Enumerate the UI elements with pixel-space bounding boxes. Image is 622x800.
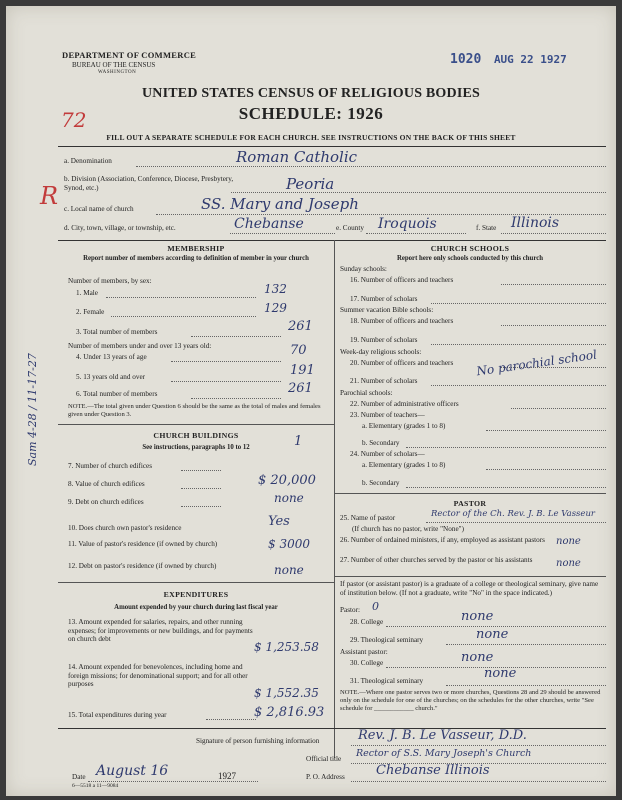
- q24b-label: b. Secondary: [362, 479, 400, 487]
- q19-label: 19. Number of scholars: [350, 336, 418, 344]
- q28-label: 28. College: [350, 618, 384, 626]
- members-by-age-label: Number of members under and over 13 years old:: [68, 342, 212, 350]
- buildings-divider: [58, 582, 334, 583]
- buildings-heading: CHURCH BUILDINGS: [153, 431, 239, 440]
- pastor-heading: PASTOR: [453, 499, 487, 508]
- local-name-value: SS. Mary and Joseph: [201, 195, 359, 213]
- stamp-date: AUG 22 1927: [493, 53, 567, 66]
- pastor-divider: [334, 576, 606, 577]
- members-by-sex-label: Number of members, by sex:: [68, 277, 152, 285]
- q2-label: 2. Female: [76, 308, 105, 316]
- q23b-label: b. Secondary: [362, 439, 400, 447]
- date-value: August 16: [96, 763, 169, 779]
- q15-label: 15. Total expenditures during year: [68, 711, 167, 719]
- document-title: UNITED STATES CENSUS OF RELIGIOUS BODIES: [141, 86, 480, 101]
- census-schedule-sheet: [6, 6, 616, 796]
- schools-divider: [334, 493, 606, 494]
- header-divider: [58, 146, 606, 147]
- state-value: Illinois: [511, 215, 560, 231]
- q22-label: 22. Number of administrative officers: [350, 400, 459, 408]
- q18-label: 18. Number of officers and teachers: [350, 317, 454, 325]
- expenditures-heading: EXPENDITURES: [163, 590, 229, 599]
- q25-label: 25. Name of pastor: [340, 514, 396, 522]
- expenditures-intro: Amount expended by your church during last fiscal year: [114, 604, 278, 611]
- vacation-label: Summer vacation Bible schools:: [340, 306, 434, 314]
- school-handwritten-note: No parochial school: [475, 347, 598, 379]
- department-name: DEPARTMENT OF COMMERCE: [62, 50, 197, 60]
- q9-label: 9. Debt on church edifices: [68, 498, 144, 506]
- q12-value: none: [274, 563, 304, 577]
- q16-label: 16. Number of officers and teachers: [350, 276, 454, 284]
- q3-value: 261: [288, 319, 313, 334]
- q30-value: none: [461, 650, 494, 665]
- state-label: f. State: [476, 224, 497, 232]
- q20-label: 20. Number of officers and teachers: [350, 359, 454, 367]
- sunday-label: Sunday schools:: [340, 265, 387, 273]
- q7-value: 1: [294, 434, 303, 449]
- document-subtitle: SCHEDULE: 1926: [238, 104, 384, 123]
- q13-value: $ 1,253.58: [254, 640, 319, 654]
- general-divider: [58, 240, 606, 241]
- q2-value: 129: [264, 301, 287, 315]
- schools-intro: Report here only schools conducted by this church: [396, 255, 544, 262]
- county-label: e. County: [336, 224, 364, 232]
- q26-label: 26. Number of ordained ministers, if any, employed as assistant pastors: [340, 536, 545, 544]
- city-label: d. City, town, village, or township, etc.: [64, 224, 176, 232]
- date-label: Date: [72, 773, 86, 781]
- schools-heading: CHURCH SCHOOLS: [430, 244, 510, 253]
- denomination-value: Roman Catholic: [236, 148, 358, 166]
- q6-label: 6. Total number of members: [76, 390, 158, 398]
- q27-label: 27. Number of other churches served by the pastor or his assistants: [340, 556, 533, 564]
- schedule-number: 72: [61, 108, 87, 132]
- q3-label: 3. Total number of members: [76, 328, 158, 336]
- side-note: Sam 4-28 / 11-17-27: [26, 353, 39, 466]
- date-year: 1927: [218, 771, 236, 781]
- q6-value: 261: [288, 381, 313, 396]
- q26-value: none: [556, 536, 581, 547]
- q5-value: 191: [290, 363, 315, 378]
- membership-note: NOTE.—The total given under Question 6 should be the same as the total of males and females given under Question 3.: [68, 403, 321, 418]
- q24-label: 24. Number of scholars—: [350, 450, 425, 458]
- q24a-label: a. Elementary (grades 1 to 8): [362, 461, 446, 469]
- official-title-label: Official title: [306, 755, 342, 763]
- q25-note: (If church has no pastor, write "None"): [352, 525, 464, 533]
- q28-value: none: [461, 609, 494, 624]
- pastor-sub-label: Pastor:: [340, 606, 360, 614]
- q9-value: none: [274, 491, 304, 505]
- division-value: Peoria: [286, 175, 335, 193]
- q11-label: 11. Value of pastor's residence (if owned by church): [68, 540, 218, 548]
- q4-value: 70: [290, 343, 307, 358]
- q7-label: 7. Number of church edifices: [68, 462, 153, 470]
- stamp-number: 1020: [450, 52, 482, 67]
- college-intro: If pastor (or assistant pastor) is a graduate of a college or theological seminary, give name of institution below. (If not a graduate, write "No" in the space indicated.): [340, 580, 599, 597]
- bureau-name: BUREAU OF THE CENSUS: [72, 61, 156, 69]
- signature-label: Signature of person furnishing information: [196, 737, 320, 745]
- q27-value: none: [556, 558, 581, 569]
- county-value: Iroquois: [378, 216, 437, 232]
- q14-label: 14. Amount expended for benevolences, including home and foreign missions; for denominational support; and for all other purposes: [68, 663, 248, 688]
- q17-label: 17. Number of scholars: [350, 295, 418, 303]
- denomination-label: a. Denomination: [64, 157, 112, 165]
- q31-label: 31. Theological seminary: [350, 677, 424, 685]
- parochial-label: Parochial schools:: [340, 389, 393, 397]
- form-number: 6—5518 a 11—9084: [72, 783, 119, 789]
- q8-label: 8. Value of church edifices: [68, 480, 145, 488]
- q8-value: $ 20,000: [258, 473, 316, 488]
- q29-value: none: [476, 627, 509, 642]
- location-text: WASHINGTON: [98, 70, 137, 75]
- pastor-mark: 0: [372, 600, 379, 613]
- q10-value: Yes: [268, 514, 290, 529]
- q14-value: $ 1,552.35: [254, 686, 319, 700]
- q10-label: 10. Does church own pastor's residence: [68, 524, 182, 532]
- q4-label: 4. Under 13 years of age: [76, 353, 147, 361]
- q11-value: $ 3000: [268, 537, 310, 551]
- margin-r-mark: R: [40, 182, 59, 210]
- q15-value: $ 2,816.93: [254, 705, 325, 720]
- asst-pastor-label: Assistant pastor:: [340, 648, 388, 656]
- buildings-intro: See instructions, paragraphs 10 to 12: [142, 444, 250, 451]
- official-title-value: Rector of S.S. Mary Joseph's Church: [356, 748, 532, 759]
- q30-label: 30. College: [350, 659, 384, 667]
- po-address-label: P. O. Address: [306, 773, 345, 781]
- po-address-value: Chebanse Illinois: [376, 763, 490, 778]
- q5-label: 5. 13 years old and over: [76, 373, 146, 381]
- q1-value: 132: [264, 282, 287, 296]
- q31-value: none: [484, 666, 517, 681]
- weekday-label: Week-day religious schools:: [340, 348, 422, 356]
- q25-value: Rector of the Ch. Rev. J. B. Le Vasseur: [431, 509, 595, 519]
- receipt-stamp: [450, 52, 567, 67]
- q29-label: 29. Theological seminary: [350, 636, 424, 644]
- q21-label: 21. Number of scholars: [350, 377, 418, 385]
- local-name-label: c. Local name of church: [64, 205, 134, 213]
- membership-divider: [58, 424, 334, 425]
- membership-intro: Report number of members according to definition of member in your church: [83, 255, 309, 262]
- q12-label: 12. Debt on pastor's residence (if owned by church): [68, 562, 217, 570]
- instructions-line: FILL OUT A SEPARATE SCHEDULE FOR EACH CHURCH. SEE INSTRUCTIONS ON THE BACK OF THIS SHEET: [106, 133, 516, 142]
- q1-label: 1. Male: [76, 289, 98, 297]
- pastor-note: NOTE.—Where one pastor serves two or more churches, Questions 28 and 29 should be answered only on the schedule for one of the churches; on the schedules for the other churches, write "See schedule for ____________ church.": [340, 689, 601, 712]
- division-label: b. Division (Association, Conference, Diocese, Presbytery, Synod, etc.): [64, 175, 234, 192]
- q13-label: 13. Amount expended for salaries, repairs, and other running expenses; for improvements or new buildings, and for payments on church debt: [68, 618, 253, 643]
- city-value: Chebanse: [234, 216, 304, 232]
- signature-value: Rev. J. B. Le Vasseur, D.D.: [358, 728, 527, 743]
- q23-label: 23. Number of teachers—: [350, 411, 425, 419]
- q23a-label: a. Elementary (grades 1 to 8): [362, 422, 446, 430]
- membership-heading: MEMBERSHIP: [167, 244, 225, 253]
